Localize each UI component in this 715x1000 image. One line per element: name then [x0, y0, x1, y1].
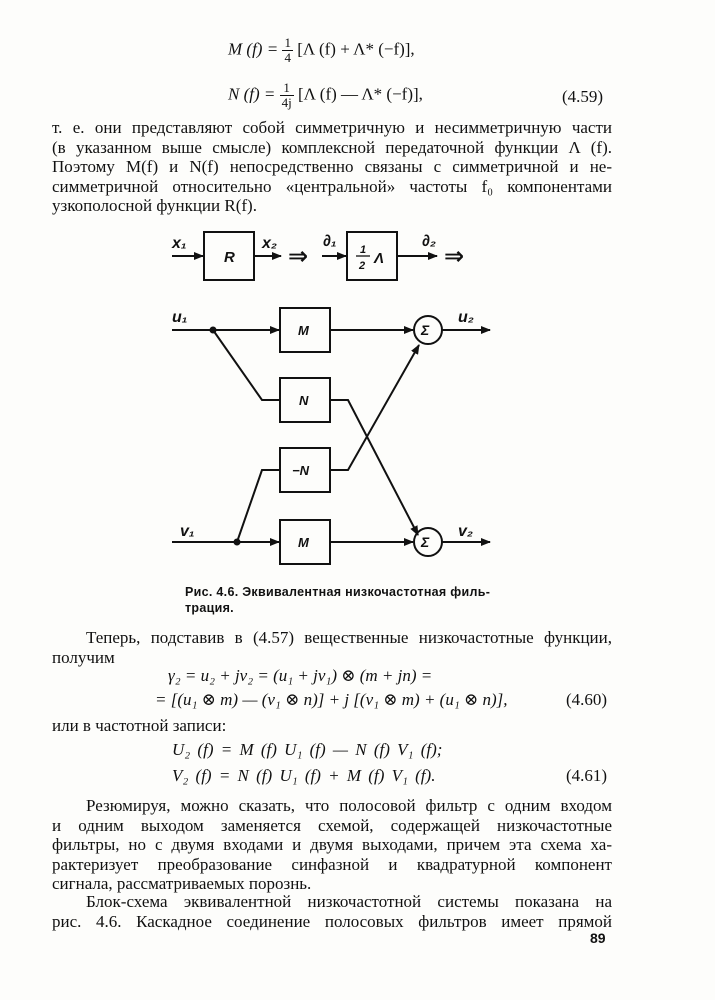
label-sum-top: Σ: [421, 322, 430, 338]
u1-to-n: [213, 330, 279, 400]
text-line: получим: [52, 647, 115, 667]
eq-460-line-1: γ₂ = u₂ + jv₂ = (u₁ + jv₁) ⊗ (m + jn) =: [168, 666, 433, 685]
label-v2: v₂: [458, 523, 473, 540]
eq-461-line-1: U₂ (f) = M (f) U₁ (f) — N (f) V₁ (f);: [172, 740, 443, 759]
label-half-den: 2: [359, 260, 366, 272]
label-u2: u₂: [458, 309, 474, 326]
label-x2: x₂: [262, 235, 277, 252]
label-lambda: Λ: [374, 250, 385, 267]
paragraph-3: [52, 796, 612, 894]
text-line: фильтры, но с двумя входами и двумя выходами, причем эта схема ха-: [52, 835, 612, 854]
caption-line-1: Рис. 4.6. Эквивалентная низкочастотная филь-: [185, 585, 491, 599]
label-neg-n: −N: [292, 463, 309, 478]
label-half-num: 1: [360, 244, 367, 256]
n-to-sum-bottom: [330, 400, 418, 535]
paragraph-2: [52, 628, 612, 667]
frequency-notation-text: или в частотной записи:: [52, 716, 227, 735]
eq-460-line-2: = [(u₁ ⊗ m) — (v₁ ⊗ n)] + j [(v₁ ⊗ m) + (u₁ ⊗ n)],: [155, 690, 508, 709]
text-line: Теперь, подставив в (4.57) вещественные низкочастотные функции,: [86, 628, 612, 647]
label-sum-bottom: Σ: [421, 534, 430, 550]
text-line: Резюмируя, можно сказать, что полосовой фильтр с одним входом: [86, 796, 612, 815]
label-d2: ∂₂: [422, 233, 437, 250]
half-lambda-block: [347, 232, 397, 280]
text-line: (в указанном выше смысле) комплексной передаточной функции Λ (f).: [52, 137, 612, 157]
label-v1: v₁: [180, 523, 195, 540]
text-line: симметричной относительно «центральной» частоты f₀ компонентами: [52, 176, 612, 196]
text-line: т. е. они представляют собой симметричную и несимметричную части: [52, 118, 612, 137]
eq-459-m: M (f) = $\frac{1}{4}$ [Λ (f) + Λ* (−f)],: [228, 35, 415, 65]
double-arrow-2: ⇒: [444, 243, 465, 270]
label-r: R: [224, 249, 235, 266]
label-m-bottom: M: [298, 535, 309, 550]
text-line: рис. 4.6. Каскадное соединение полосовых фильтров имеет прямой: [52, 911, 612, 931]
v1-to-negn: [237, 470, 279, 542]
junction-v1: [234, 539, 241, 546]
text-line: рактеризует преобразование синфазной и квадратурной компонент: [52, 854, 612, 874]
junction-u1: [210, 327, 217, 334]
eq-459-number: (4.59): [562, 87, 604, 106]
double-arrow-1: ⇒: [288, 243, 309, 270]
figure-caption: [185, 584, 490, 616]
caption-line-2: трация.: [185, 601, 234, 615]
eq-460-number: (4.60): [566, 690, 608, 709]
eq-461-line-2: V₂ (f) = N (f) U₁ (f) + M (f) V₁ (f).: [172, 766, 436, 785]
label-m-top: M: [298, 323, 309, 338]
label-u1: u₁: [172, 309, 188, 326]
label-d1: ∂₁: [323, 233, 337, 250]
label-x1: x₁: [172, 235, 187, 252]
text-line: сигнала, рассматриваемых порознь.: [52, 874, 312, 893]
paragraph-4: [52, 892, 612, 931]
text-line: и одним выходом заменяется схемой, содержащей низкочастотные: [52, 815, 612, 835]
text-line: Поэтому M(f) и N(f) непосредственно связаны с симметричной и не-: [52, 157, 612, 176]
eq-461-number: (4.61): [566, 766, 608, 785]
eq-459-n: N (f) = $\frac{1}{4j}$ [Λ (f) — Λ* (−f)],: [228, 80, 423, 110]
page-number: 89: [590, 930, 606, 946]
text-line: узкополосной функции R(f).: [52, 196, 257, 215]
label-n: N: [299, 393, 309, 408]
text-line: Блок-схема эквивалентной низкочастотной системы показана на: [86, 892, 612, 911]
